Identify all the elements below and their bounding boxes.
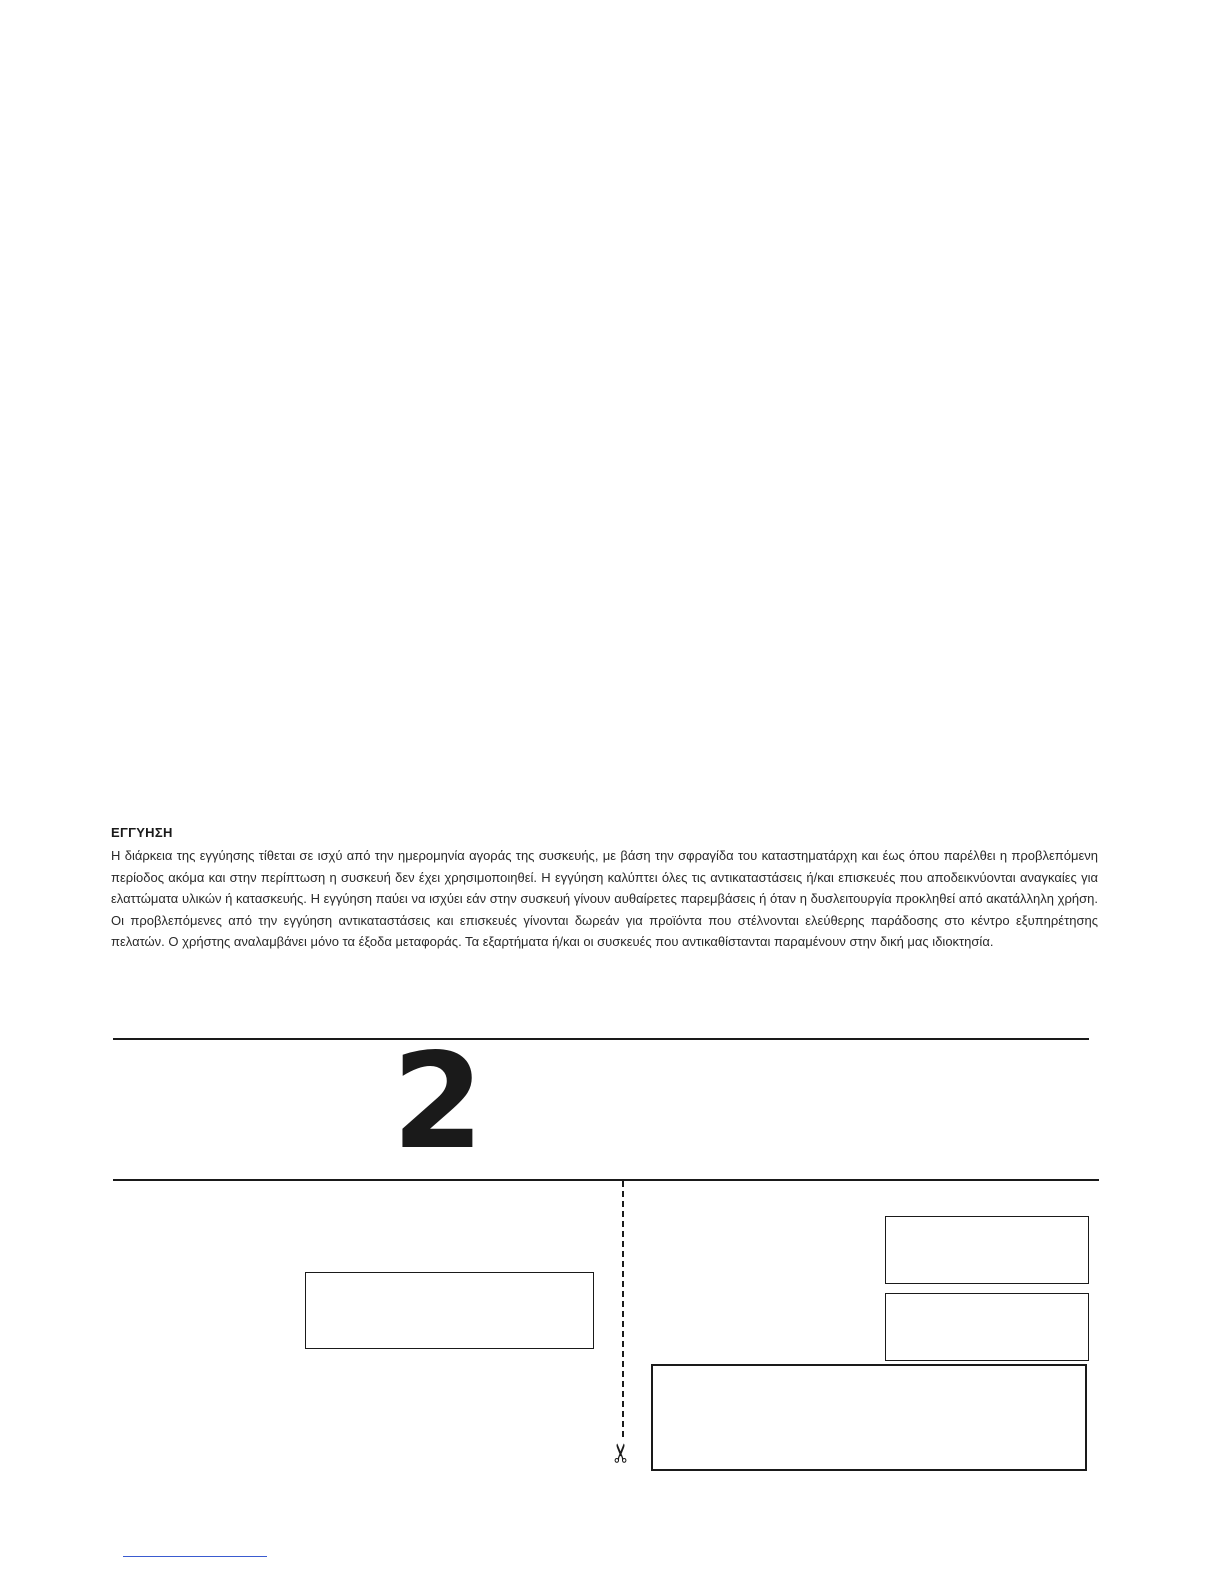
footer-link-rule [123,1556,267,1557]
cut-line [622,1181,624,1437]
warranty-title: ΕΓΓΥΗΣΗ [111,825,173,840]
scissors-icon: ✂ [606,1442,637,1464]
right-form-box-1 [885,1216,1089,1284]
right-form-box-wide [651,1364,1087,1471]
right-form-box-2 [885,1293,1089,1361]
warranty-text: Η διάρκεια της εγγύησης τίθεται σε ισχύ από την ημερομηνία αγοράς της συσκευής, με βάση την σφραγίδα του καταστηματάρχη και έως όπου παρέλθει η προβλεπόμενη περίοδος ακόμα και στην περίπτωση η συσκευή δεν έχει χρησιμοποιηθεί. Η εγγύηση καλύπτει όλες τις αντικαταστάσεις ή/και επισκευές που αποδεικνύονται αναγκαίες για ελαττώματα υλικών ή κατασκευής. Η εγγύηση παύει να ισχύει εάν στην συσκευή γίνουν αυθαίρετες παρεμβάσεις ή όταν η δυσλειτουργία προκληθεί από ακατάλληλη χρήση. Οι προβλεπόμενες από την εγγύηση αντικαταστάσεις και επισκευές γίνονται δωρεάν για προϊόντα που στέλνονται ελεύθερης παράδοσης στο κέντρο εξυπηρέτησης πελατών. Ο χρήστης αναλαμβάνει μόνο τα έξοδα μεταφοράς. Τα εξαρτήματα ή/και οι συσκευές που αντικαθίστανται παραμένουν στην δική μας ιδιοκτησία. [111,848,1098,949]
top-divider [113,1038,1089,1040]
section-number: 2 [392,1025,484,1179]
left-form-box [305,1272,594,1349]
warranty-section [111,824,1098,953]
bottom-divider [113,1179,1099,1181]
